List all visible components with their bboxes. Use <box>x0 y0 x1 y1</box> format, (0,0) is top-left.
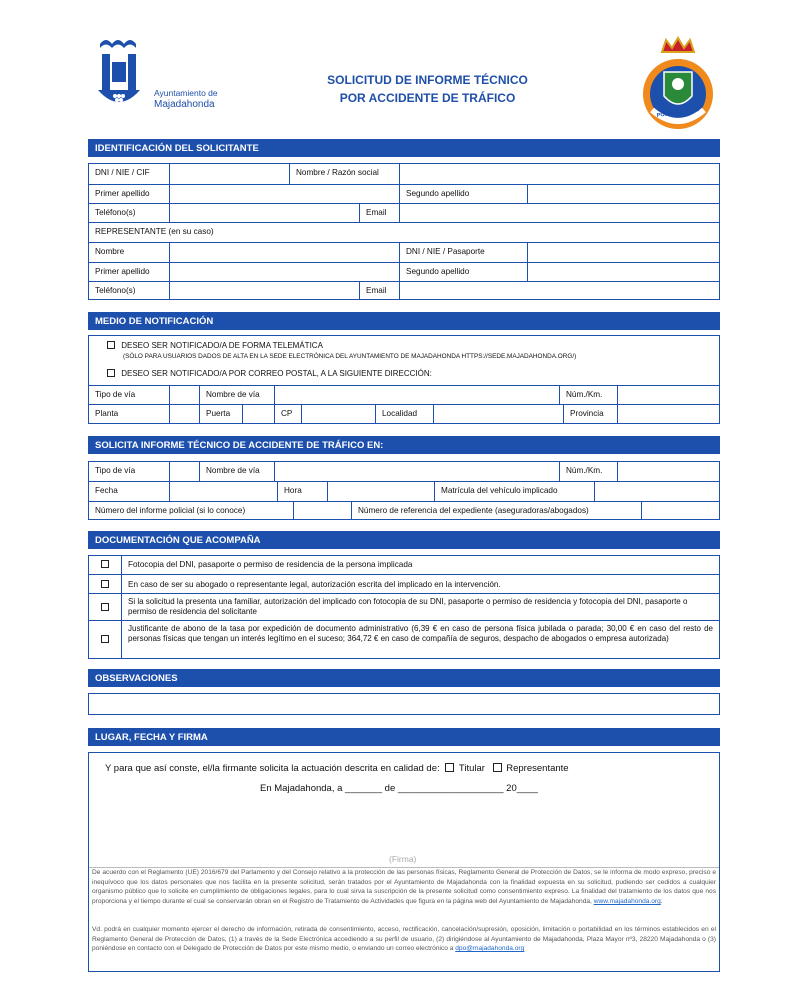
signature-statement: Y para que así conste, el/la firmante solicita la actuación descrita en calidad de: <box>105 763 440 774</box>
street-name-field[interactable] <box>274 386 559 404</box>
name-label: Nombre / Razón social <box>289 164 399 184</box>
phone-field[interactable] <box>169 204 359 222</box>
email-field[interactable] <box>399 204 719 222</box>
plate-label: Matrícula del vehículo implicado <box>434 482 594 501</box>
notify-post-option[interactable] <box>107 369 432 378</box>
holder-checkbox[interactable] <box>445 763 454 772</box>
rep-surname2-field[interactable] <box>527 263 719 281</box>
accident-table <box>88 461 720 520</box>
insurer-ref-field[interactable] <box>641 502 719 520</box>
website-link[interactable]: www.majadahonda.org <box>593 898 661 906</box>
table-row <box>89 481 719 501</box>
rep-dni-label: DNI / NIE / Pasaporte <box>399 243 527 262</box>
acc-street-type-label: Tipo de vía <box>95 466 136 475</box>
floor-field[interactable] <box>169 405 199 424</box>
privacy-notice-1: De acuerdo con el Reglamento (UE) 2016/679 del Parlamento y del Consejo relativo a la protección de las personas físicas, Reglamento General de Protección de Datos, se le informa de modo expreso, preciso e inequívoco que los datos personales que nos facilita en la presente solicitud, serán tratados por el Ayuntamiento de Majadahonda con la finalidad expuesta en su solicitud, pudiendo ser cedidos a cualquier organismo público que lo solicite en cumplimiento de obligaciones legales, para lo cual sirva la suscripción de la presente solicitud como consentimiento expreso. La finalidad del tratamiento de los datos que nos proporciona y el tiempo durante el cual se conservarán obran en el Registro de Tratamiento de Actividades que figura en la página web del Ayuntamiento de Majadahonda, www.majadahonda.org. <box>92 869 716 906</box>
doc-item-2: En caso de ser su abogado o representante legal, autorización escrita del implicado en la intervención. <box>121 575 719 593</box>
privacy-text-1: De acuerdo con el Reglamento (UE) 2016/679 del Parlamento y del Consejo relativo a la protección de las personas físicas, Reglamento General de Protección de Datos, se le informa de modo expreso, preciso e inequívoco que los datos personales que nos facilita en la presente solicitud, serán tratados por el Ayuntamiento de Majadahonda con la finalidad expuesta en su solicitud, pudiendo ser cedidos a cualquier organismo público que lo solicite en cumplimiento de obligaciones legales, para lo cual sirva la suscripción de la presente solicitud como consentimiento expreso. La finalidad del tratamiento de los datos que nos proporciona y el tiempo durante el cual se conservarán obran en el Registro de Tratamiento de Actividades que figura en la página web del Ayuntamiento de Majadahonda, <box>92 869 716 906</box>
rep-email-label: Email <box>359 282 399 300</box>
doc-item-4: Justificante de abono de la tasa por expedición de documento administrativo (6,39 € en caso de persona física jubilada o parada; 30,00 € en caso del resto de personas físicas que tengan un interés legítimo en el suceso; 364,72 € en caso de compañía de seguros, despacho de abogados o empresa autorizada) <box>121 621 719 659</box>
form-title-line1: SOLICITUD DE INFORME TÉCNICO <box>327 73 528 87</box>
police-report-field[interactable] <box>293 502 351 520</box>
rep-dni-field[interactable] <box>527 243 719 262</box>
number-field[interactable] <box>617 386 719 404</box>
council-name-line2: Majadahonda <box>154 99 215 110</box>
notify-online-option[interactable] <box>107 341 323 350</box>
signature-statement-line <box>105 763 569 774</box>
surname2-label: Segundo apellido <box>399 185 527 203</box>
acc-street-name-label: Nombre de vía <box>199 462 274 481</box>
table-row <box>89 164 719 184</box>
street-type-field[interactable] <box>169 386 199 404</box>
doc-checkbox-cell[interactable] <box>89 594 121 620</box>
doc-checkbox[interactable] <box>101 635 109 643</box>
dni-label: DNI / NIE / CIF <box>95 168 150 177</box>
province-field[interactable] <box>617 405 719 424</box>
table-row <box>89 462 719 481</box>
observations-field[interactable] <box>88 693 720 715</box>
phone-label: Teléfono(s) <box>95 208 136 217</box>
representative-label: REPRESENTANTE (en su caso) <box>95 227 214 236</box>
council-name-line1: Ayuntamiento de <box>154 88 218 98</box>
doc-checkbox[interactable] <box>101 560 109 568</box>
doc-item-1: Fotocopia del DNI, pasaporte o permiso de residencia de la persona implicada <box>121 556 719 574</box>
city-label: Localidad <box>375 405 433 424</box>
privacy-text-2: Vd. podrá en cualquier momento ejercer el derecho de información, retirada de consentimiento, acceso, rectificación, cancelación/supresión, oposición, limitación o portabilidad en los términos establecidos en el Reglamento General de Protección de Datos, (1) a través de la Sede Electrónica accediendo a su perfil de usuario, (2) dirigiéndose al Ayuntamiento de Majadahonda, Plaza Mayor nº3, 28220 Majadahonda o (3) poniéndose en contacto con el Delegado de Protección de Datos por este mismo medio, o enviando un correo electrónico a <box>92 926 716 953</box>
section-applicant: IDENTIFICACIÓN DEL SOLICITANTE <box>88 139 720 157</box>
date-field[interactable] <box>169 482 277 501</box>
table-row <box>89 620 719 659</box>
doc-checkbox-cell[interactable] <box>89 621 121 659</box>
dpo-email-link[interactable]: dpo@majadahonda.org <box>455 945 525 953</box>
rep-surname2-label: Segundo apellido <box>399 263 527 281</box>
section-notification: MEDIO DE NOTIFICACIÓN <box>88 312 720 330</box>
doc-item-3: Si la solicitud la presenta una familiar, autorización del implicado con fotocopia de su DNI, pasaporte o permiso de residencia y fotocopia del DNI, pasaporte o permiso de residencia del solicitante <box>121 594 719 620</box>
doc-checkbox-cell[interactable] <box>89 556 121 574</box>
section-documents: DOCUMENTACIÓN QUE ACOMPAÑA <box>88 531 720 549</box>
time-field[interactable] <box>327 482 434 501</box>
rep-email-field[interactable] <box>399 282 719 300</box>
rep-phone-label: Teléfono(s) <box>95 286 136 295</box>
notification-table <box>88 335 720 424</box>
postcode-field[interactable] <box>301 405 375 424</box>
rep-surname1-label: Primer apellido <box>95 267 150 276</box>
table-row <box>89 184 719 203</box>
signature-placeholder: (Firma) <box>389 854 417 864</box>
table-row <box>89 404 719 424</box>
privacy-notice-2 <box>92 925 716 954</box>
email-label: Email <box>359 204 399 222</box>
floor-label: Planta <box>95 409 119 418</box>
doc-checkbox[interactable] <box>101 603 109 611</box>
table-row <box>89 222 719 242</box>
section-accident: SOLICITA INFORME TÉCNICO DE ACCIDENTE DE TRÁFICO EN: <box>88 436 720 454</box>
table-row <box>89 262 719 281</box>
table-row <box>89 593 719 620</box>
applicant-table <box>88 163 720 300</box>
notify-post-checkbox[interactable] <box>107 369 115 377</box>
section-observations: OBSERVACIONES <box>88 669 720 687</box>
acc-street-name-field[interactable] <box>274 462 559 481</box>
notify-online-note: (SÓLO PARA USUARIOS DADOS DE ALTA EN LA SEDE ELECTRÓNICA DEL AYUNTAMIENTO DE MAJADAHONDA HTTPS://SEDE.MAJADAHONDA.ORG/) <box>123 353 577 360</box>
notify-online-label: DESEO SER NOTIFICADO/A DE FORMA TELEMÁTICA <box>121 341 323 350</box>
postcode-label: CP <box>274 405 301 424</box>
province-label: Provincia <box>563 405 617 424</box>
table-row <box>89 574 719 593</box>
table-row <box>89 281 719 300</box>
notify-online-checkbox[interactable] <box>107 341 115 349</box>
acc-number-field[interactable] <box>617 462 719 481</box>
door-label: Puerta <box>199 405 242 424</box>
doc-checkbox[interactable] <box>101 580 109 588</box>
representative-label: Representante <box>506 763 569 774</box>
acc-street-type-field[interactable] <box>169 462 199 481</box>
notify-post-label: DESEO SER NOTIFICADO/A POR CORREO POSTAL, A LA SIGUIENTE DIRECCIÓN: <box>121 369 432 378</box>
surname2-field[interactable] <box>527 185 719 203</box>
street-type-label: Tipo de vía <box>95 390 136 399</box>
police-report-label: Número del informe policial (si lo conoce) <box>95 506 246 515</box>
rep-name-label: Nombre <box>95 247 125 256</box>
section-signature: LUGAR, FECHA Y FIRMA <box>88 728 720 746</box>
police-badge-label: POLICIA LOCAL <box>656 107 700 119</box>
documents-table <box>88 555 720 659</box>
city-field[interactable] <box>433 405 563 424</box>
table-row <box>89 385 719 404</box>
street-name-label: Nombre de vía <box>199 386 274 404</box>
acc-number-label: Núm./Km. <box>559 462 617 481</box>
table-row <box>89 501 719 520</box>
holder-label: Titular <box>458 763 485 774</box>
insurer-ref-label: Número de referencia del expediente (aseguradoras/abogados) <box>351 502 641 520</box>
table-row <box>89 203 719 222</box>
table-row <box>89 556 719 574</box>
plate-field[interactable] <box>594 482 719 501</box>
number-label: Núm./Km. <box>559 386 617 404</box>
surname1-field[interactable] <box>169 185 399 203</box>
rep-phone-field[interactable] <box>169 282 359 300</box>
doc-checkbox-cell[interactable] <box>89 575 121 593</box>
table-row <box>89 242 719 262</box>
council-logo <box>96 34 142 112</box>
door-field[interactable] <box>242 405 274 424</box>
form-title-line2: POR ACCIDENTE DE TRÁFICO <box>339 91 516 105</box>
time-label: Hora <box>277 482 327 501</box>
rep-name-field[interactable] <box>169 243 399 262</box>
name-field[interactable] <box>399 164 719 184</box>
place-date-line: En Majadahonda, a _______ de ____________________ 20____ <box>260 783 538 794</box>
date-label: Fecha <box>95 486 118 495</box>
surname1-label: Primer apellido <box>95 189 150 198</box>
rep-surname1-field[interactable] <box>169 263 399 281</box>
representative-checkbox[interactable] <box>493 763 502 772</box>
